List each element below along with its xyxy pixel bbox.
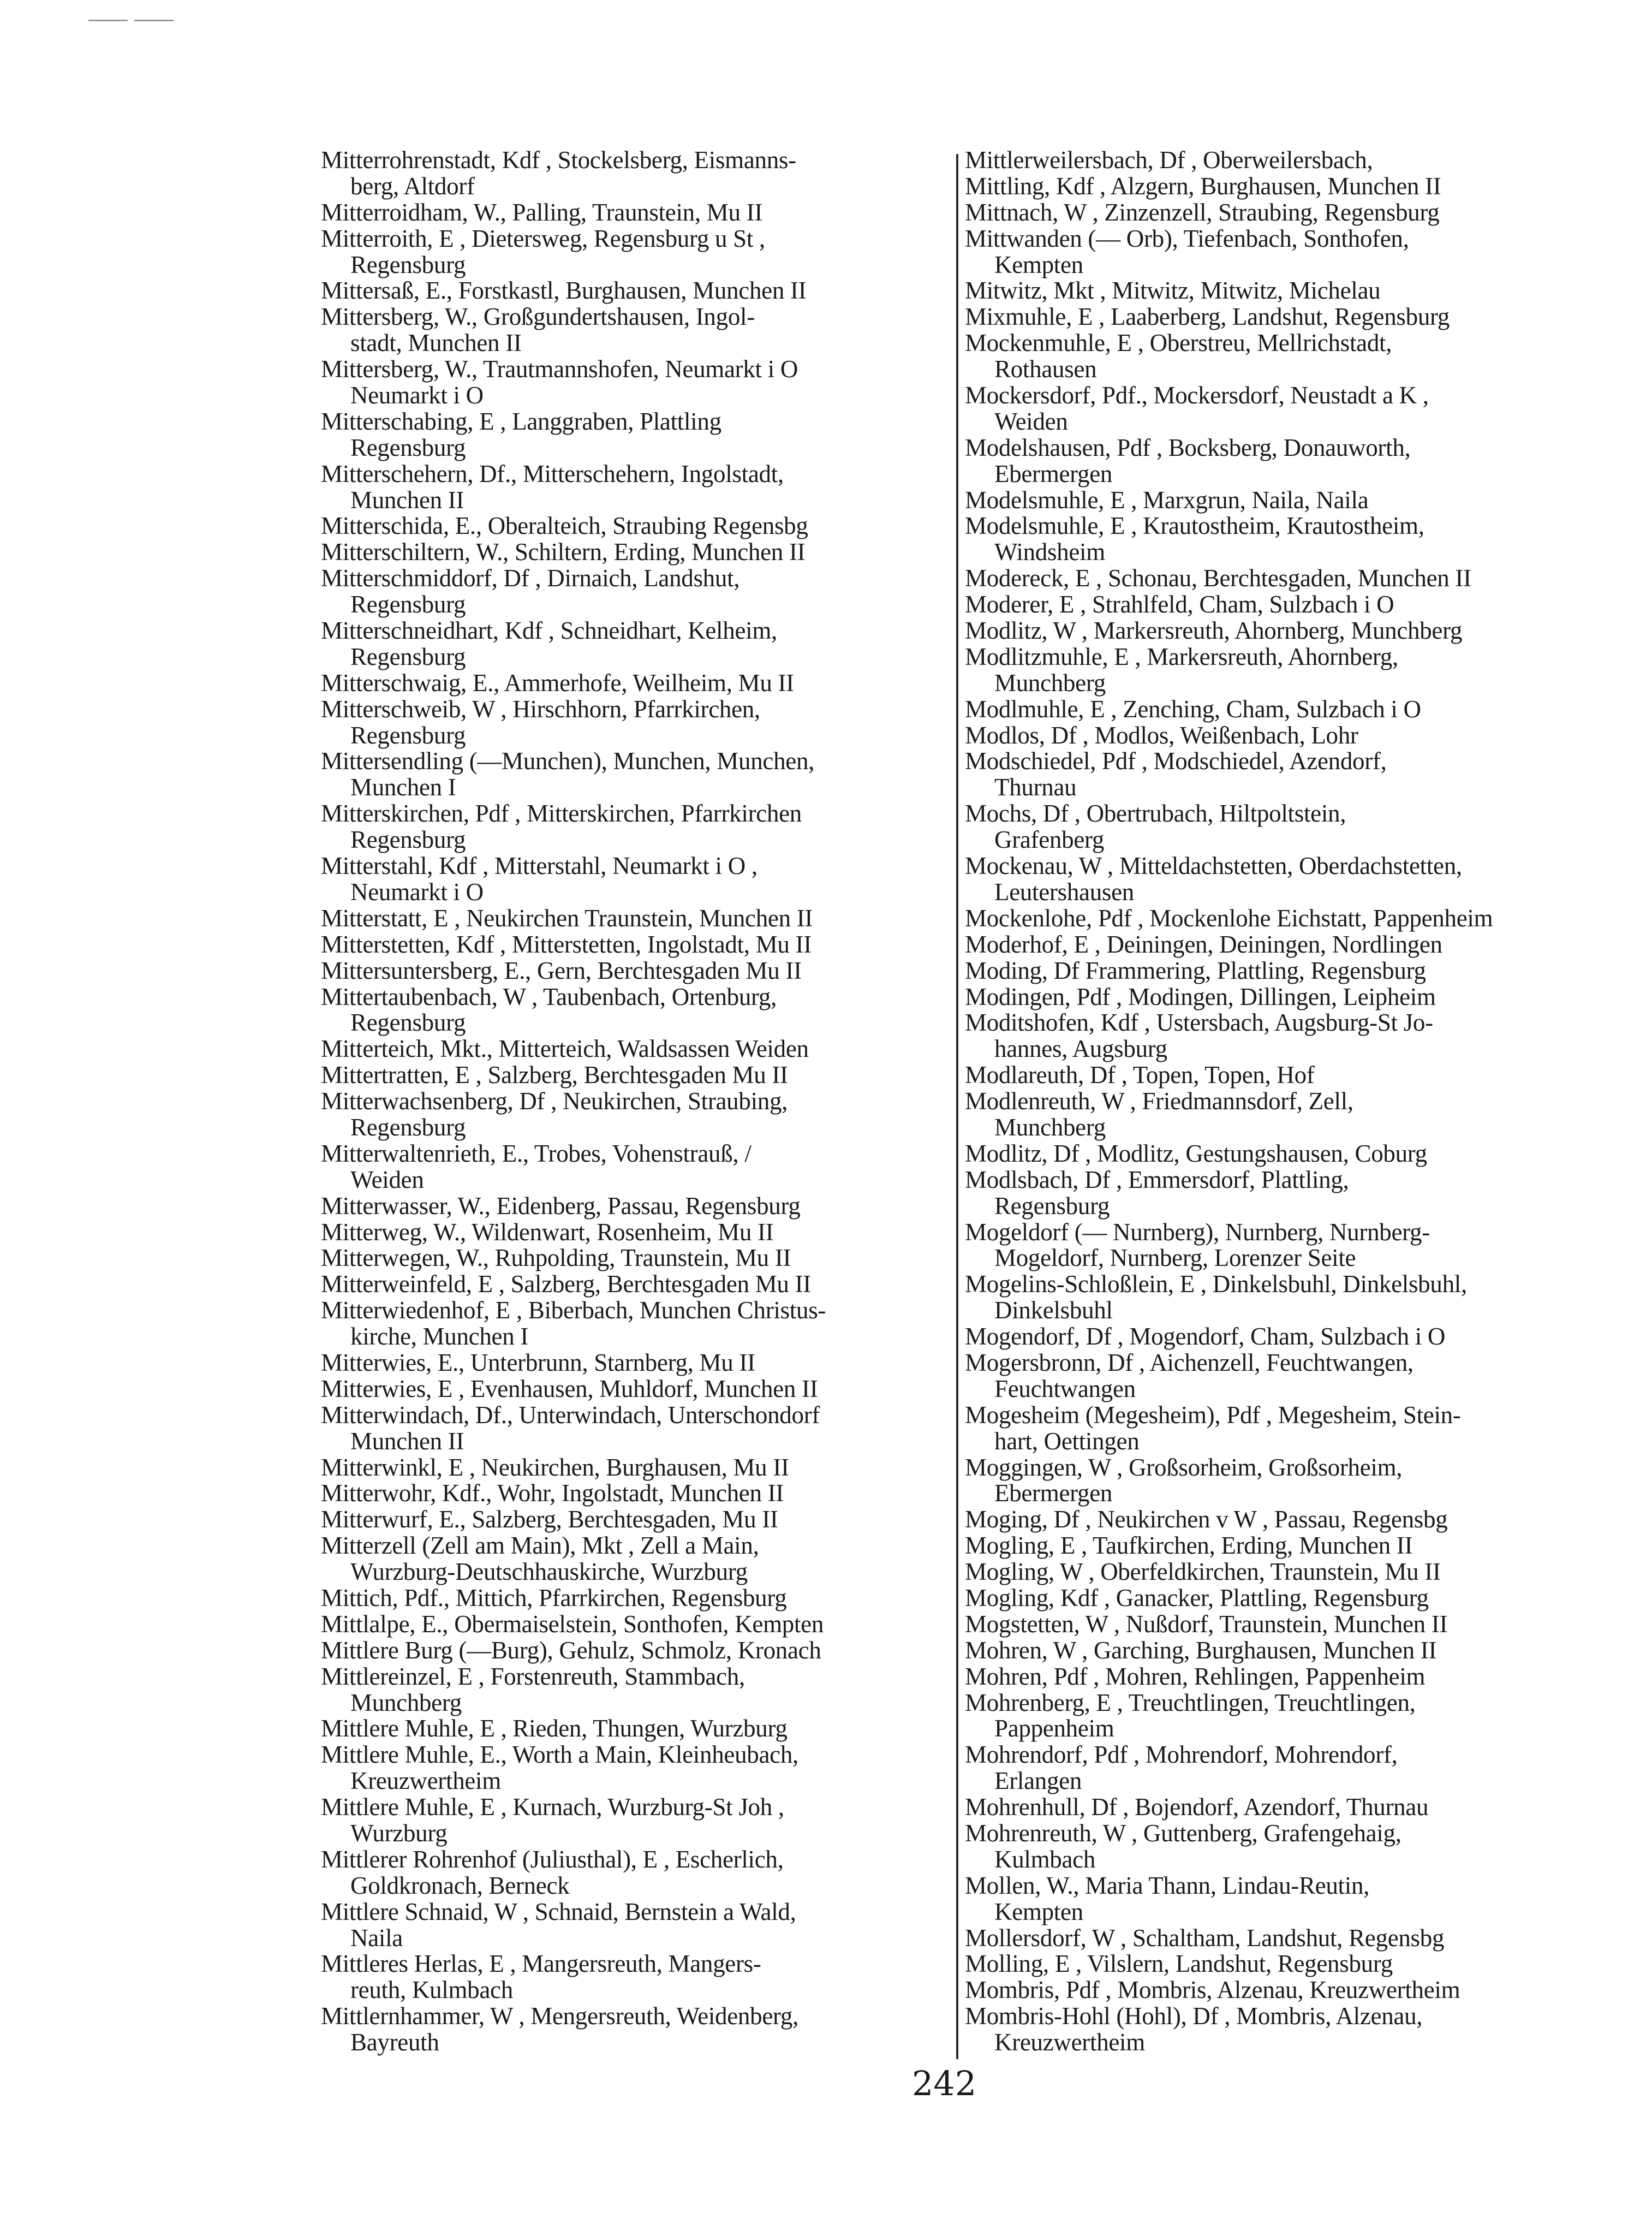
entry-line: Mittlereinzel, E , Forstenreuth, Stammbach, (321, 1662, 745, 1690)
entry-line: Mohrendorf, Pdf , Mohrendorf, Mohrendorf, (965, 1741, 1398, 1769)
gazetteer-entry (965, 644, 1593, 697)
gazetteer-entry (321, 1847, 949, 1899)
gazetteer-entry (321, 1036, 949, 1062)
gazetteer-entry (965, 801, 1593, 853)
entry-line: Mitwitz, Mkt , Mitwitz, Mitwitz, Michelau (965, 277, 1381, 305)
gazetteer-entry (965, 435, 1593, 487)
gazetteer-entry (965, 1690, 1593, 1743)
gazetteer-entry (965, 958, 1593, 984)
entry-continuation-line: Windsheim (994, 538, 1105, 566)
entry-line: Mittersberg, W., Trautmannshofen, Neumarkt i O (321, 355, 798, 383)
entry-line: Mitterwohr, Kdf., Wohr, Ingolstadt, Munchen II (321, 1479, 784, 1507)
entry-line: Modlitz, W , Markersreuth, Ahornberg, Munchberg (965, 617, 1463, 645)
gazetteer-entry (321, 539, 949, 566)
entry-line: Modelsmuhle, E , Krautostheim, Krautostheim, (965, 512, 1424, 540)
entry-line: Mohrenreuth, W , Guttenberg, Grafengehaig, (965, 1819, 1401, 1847)
entry-line: Mombris, Pdf , Mombris, Alzenau, Kreuzwertheim (965, 1976, 1460, 2004)
entry-line: Mohrenhull, Df , Bojendorf, Azendorf, Thurnau (965, 1793, 1429, 1821)
gazetteer-entry (321, 356, 949, 409)
entry-continuation-line: Regensburg (350, 826, 466, 854)
entry-line: Mogling, W , Oberfeldkirchen, Traunstein, Mu II (965, 1558, 1441, 1586)
entry-continuation-line: Munchberg (994, 669, 1106, 697)
entry-line: Mittlere Burg (—Burg), Gehulz, Schmolz, Kronach (321, 1636, 821, 1664)
entry-line: Mitterroith, E , Dietersweg, Regensburg u St , (321, 224, 765, 252)
gazetteer-entry (321, 697, 949, 749)
gazetteer-entry (965, 697, 1593, 723)
entry-continuation-line: Goldkronach, Berneck (350, 1871, 570, 1899)
entry-line: Mitterstetten, Kdf , Mitterstetten, Ingolstadt, Mu II (321, 930, 812, 958)
entry-continuation-line: Kempten (994, 1898, 1083, 1925)
entry-line: Mitterstatt, E , Neukirchen Traunstein, Munchen II (321, 904, 813, 932)
entry-continuation-line: berg, Altdorf (350, 172, 475, 200)
right-column (965, 147, 1593, 2056)
gazetteer-entry (965, 1794, 1593, 1821)
gazetteer-entry (321, 1951, 949, 2003)
gazetteer-entry (965, 1664, 1593, 1690)
entry-line: Mitterwachsenberg, Df , Neukirchen, Straubing, (321, 1087, 788, 1115)
gazetteer-entry (321, 1271, 949, 1298)
entry-line: Modereck, E , Schonau, Berchtesgaden, Munchen II (965, 564, 1471, 592)
gazetteer-entry (321, 618, 949, 670)
column-divider (956, 154, 958, 2059)
entry-line: Mitterzell (Zell am Main), Mkt , Zell a Main, (321, 1532, 759, 1560)
entry-line: Mitterschneidhart, Kdf , Schneidhart, Kelheim, (321, 617, 777, 645)
gazetteer-entry (965, 1010, 1593, 1062)
entry-line: Modlitzmuhle, E , Markersreuth, Ahornberg, (965, 643, 1398, 670)
entry-line: Mogling, Kdf , Ganacker, Plattling, Regensburg (965, 1584, 1429, 1611)
gazetteer-entry (321, 409, 949, 461)
entry-continuation-line: Thurnau (994, 774, 1077, 801)
gazetteer-entry (965, 1977, 1593, 2003)
entry-continuation-line: Mogeldorf, Nurnberg, Lorenzer Seite (994, 1244, 1356, 1272)
gazetteer-entry (321, 958, 949, 984)
entry-line: Mockenau, W , Mitteldachstetten, Oberdachstetten, (965, 852, 1462, 880)
gazetteer-entry (965, 853, 1593, 906)
gazetteer-entry (965, 226, 1593, 278)
entry-line: Mittersuntersberg, E., Gern, Berchtesgaden Mu II (321, 956, 802, 984)
entry-line: Mitterwurf, E., Salzberg, Berchtesgaden, Mu II (321, 1506, 778, 1533)
entry-line: Mitterwinkl, E , Neukirchen, Burghausen, Mu II (321, 1453, 789, 1481)
entry-line: Mitterwegen, W., Ruhpolding, Traunstein, Mu II (321, 1244, 791, 1272)
entry-continuation-line: kirche, Munchen I (350, 1323, 529, 1351)
entry-line: Mogstetten, W , Nußdorf, Traunstein, Munchen II (965, 1610, 1448, 1638)
entry-line: Mitterweinfeld, E , Salzberg, Berchtesgaden Mu II (321, 1270, 811, 1298)
gazetteer-entry (321, 1664, 949, 1716)
gazetteer-entry (321, 1742, 949, 1794)
gazetteer-entry (965, 513, 1593, 566)
entry-continuation-line: Wurzburg-Deutschhauskirche, Wurzburg (350, 1558, 748, 1586)
entry-line: Moding, Df Frammering, Plattling, Regensburg (965, 956, 1426, 984)
page-number: 242 (911, 2064, 977, 2103)
entry-line: Mittertaubenbach, W , Taubenbach, Ortenburg, (321, 983, 777, 1010)
entry-line: Mittich, Pdf., Mittich, Pfarrkirchen, Regensburg (321, 1584, 787, 1611)
entry-continuation-line: Weiden (350, 1165, 424, 1193)
entry-continuation-line: Neumarkt i O (350, 382, 484, 409)
gazetteer-entry (965, 748, 1593, 801)
gazetteer-entry (965, 1821, 1593, 1873)
entry-line: Mitterschabing, E , Langgraben, Plattling (321, 407, 721, 435)
gazetteer-entry (321, 147, 949, 200)
gazetteer-entry (321, 2003, 949, 2056)
entry-line: Modlmuhle, E , Zenching, Cham, Sulzbach i O (965, 695, 1421, 723)
gazetteer-entry (321, 200, 949, 226)
entry-continuation-line: Regensburg (350, 1009, 466, 1037)
gazetteer-entry (321, 1716, 949, 1742)
entry-line: Modlenreuth, W , Friedmannsdorf, Zell, (965, 1087, 1353, 1115)
entry-continuation-line: Regensburg (350, 251, 466, 278)
gazetteer-entry (965, 1585, 1593, 1611)
gazetteer-entry (965, 200, 1593, 226)
left-column (321, 147, 949, 2056)
entry-continuation-line: Munchberg (350, 1688, 462, 1716)
gazetteer-entry (321, 1193, 949, 1220)
gazetteer-entry (965, 984, 1593, 1010)
entry-line: Mockenmuhle, E , Oberstreu, Mellrichstadt, (965, 329, 1392, 357)
entry-line: Mogling, E , Taufkirchen, Erding, Munchen II (965, 1532, 1413, 1560)
entry-line: Mitterweg, W., Wildenwart, Rosenheim, Mu II (321, 1218, 774, 1246)
entry-line: Mitterwies, E , Evenhausen, Muhldorf, Munchen II (321, 1375, 818, 1402)
entry-line: Mitterwindach, Df., Unterwindach, Unterschondorf (321, 1401, 820, 1429)
gazetteer-entry (965, 1141, 1593, 1167)
gazetteer-entry (965, 932, 1593, 958)
entry-line: Modingen, Pdf , Modingen, Dillingen, Leipheim (965, 983, 1436, 1010)
entry-continuation-line: hart, Oettingen (994, 1427, 1140, 1455)
entry-continuation-line: Munchen I (350, 774, 456, 801)
gazetteer-entry (321, 670, 949, 697)
gazetteer-entry (965, 1873, 1593, 1925)
gazetteer-entry (965, 723, 1593, 749)
gazetteer-entry (965, 1062, 1593, 1089)
entry-continuation-line: Ebermergen (994, 1479, 1113, 1507)
entry-continuation-line: Feuchtwangen (994, 1375, 1136, 1402)
entry-line: Mitterrohrenstadt, Kdf , Stockelsberg, Eismanns- (321, 146, 796, 174)
entry-continuation-line: Regensburg (350, 643, 466, 670)
gazetteer-entry (321, 1899, 949, 1952)
entry-continuation-line: reuth, Kulmbach (350, 1976, 513, 2004)
entry-line: Mitterwies, E., Unterbrunn, Starnberg, Mu II (321, 1348, 755, 1376)
entry-line: Mitterschweib, W , Hirschhorn, Pfarrkirchen, (321, 695, 760, 723)
gazetteer-entry (965, 383, 1593, 435)
entry-line: Mittertratten, E , Salzberg, Berchtesgaden Mu II (321, 1061, 788, 1089)
gazetteer-entry (321, 1402, 949, 1455)
gazetteer-entry (321, 853, 949, 906)
gazetteer-entry (321, 226, 949, 278)
entry-line: Mitterteich, Mkt., Mitterteich, Waldsassen Weiden (321, 1035, 809, 1063)
entry-line: Mitterschmiddorf, Df , Dirnaich, Landshut, (321, 564, 740, 592)
entry-line: Modelsmuhle, E , Marxgrun, Naila, Naila (965, 486, 1369, 514)
entry-line: Mockenlohe, Pdf , Mockenlohe Eichstatt, Pappenheim (965, 904, 1493, 932)
gazetteer-entry (965, 1507, 1593, 1533)
entry-line: Mittersaß, E., Forstkastl, Burghausen, Munchen II (321, 277, 807, 305)
gazetteer-entry (965, 1742, 1593, 1794)
entry-line: Mollersdorf, W , Schaltham, Landshut, Regensbg (965, 1924, 1445, 1952)
entry-continuation-line: Regensburg (350, 591, 466, 619)
entry-line: Mittlerweilersbach, Df , Oberweilersbach, (965, 146, 1373, 174)
entry-line: Modschiedel, Pdf , Modschiedel, Azendorf, (965, 747, 1387, 775)
entry-line: Mitterwaltenrieth, E., Trobes, Vohenstrauß, / (321, 1139, 752, 1167)
entry-continuation-line: hannes, Augsburg (994, 1035, 1167, 1063)
gazetteer-entry (965, 592, 1593, 618)
gazetteer-entry (965, 618, 1593, 644)
gazetteer-entry (321, 1533, 949, 1585)
entry-continuation-line: Munchen II (350, 486, 464, 514)
entry-line: Mittleres Herlas, E , Mangersreuth, Mangers- (321, 1950, 761, 1978)
entry-continuation-line: Erlangen (994, 1767, 1082, 1795)
entry-line: Mitterschehern, Df., Mitterschehern, Ingolstadt, (321, 460, 784, 487)
entry-line: Mockersdorf, Pdf., Mockersdorf, Neustadt a K , (965, 382, 1429, 409)
gazetteer-entry (321, 1350, 949, 1376)
header-rule (88, 20, 128, 21)
gazetteer-entry (965, 1402, 1593, 1455)
entry-continuation-line: Neumarkt i O (350, 878, 484, 906)
entry-line: Mogeldorf (— Nurnberg), Nurnberg, Nurnberg- (965, 1218, 1430, 1246)
gazetteer-entry (965, 1951, 1593, 1977)
entry-line: Molling, E , Vilslern, Landshut, Regensburg (965, 1950, 1393, 1978)
entry-continuation-line: Regensburg (350, 433, 466, 461)
gazetteer-entry (965, 147, 1593, 174)
entry-line: Moging, Df , Neukirchen v W , Passau, Regensbg (965, 1506, 1448, 1533)
entry-line: Mittlernhammer, W , Mengersreuth, Weidenberg, (321, 2002, 799, 2030)
entry-continuation-line: Kulmbach (994, 1845, 1096, 1873)
gazetteer-entry (321, 984, 949, 1037)
gazetteer-entry (965, 566, 1593, 592)
gazetteer-entry (321, 801, 949, 853)
gazetteer-entry (965, 1271, 1593, 1324)
entry-line: Modlitz, Df , Modlitz, Gestungshausen, Coburg (965, 1139, 1427, 1167)
entry-line: Mohren, W , Garching, Burghausen, Munchen II (965, 1636, 1437, 1664)
gazetteer-entry (321, 1480, 949, 1507)
entry-continuation-line: Ebermergen (994, 460, 1113, 487)
gazetteer-entry (321, 1245, 949, 1271)
gazetteer-entry (321, 513, 949, 539)
entry-line: Modelshausen, Pdf , Bocksberg, Donauworth, (965, 433, 1411, 461)
gazetteer-entry (965, 1638, 1593, 1664)
gazetteer-entry (965, 1324, 1593, 1350)
gazetteer-entry (321, 1089, 949, 1141)
entry-line: Mitterschida, E., Oberalteich, Straubing Regensbg (321, 512, 808, 540)
entry-continuation-line: Bayreuth (350, 2029, 439, 2056)
gazetteer-entry (321, 566, 949, 618)
entry-line: Mixmuhle, E , Laaberberg, Landshut, Regensburg (965, 303, 1450, 331)
entry-line: Mittwanden (— Orb), Tiefenbach, Sonthofen, (965, 224, 1409, 252)
gazetteer-entry (965, 906, 1593, 932)
entry-line: Mollen, W., Maria Thann, Lindau-Reutin, (965, 1871, 1370, 1899)
entry-continuation-line: Leutershausen (994, 878, 1134, 906)
entry-continuation-line: Kreuzwertheim (350, 1767, 501, 1795)
entry-line: Mitterskirchen, Pdf , Mitterskirchen, Pfarrkirchen (321, 800, 802, 828)
entry-continuation-line: Dinkelsbuhl (994, 1297, 1113, 1324)
entry-line: Modlsbach, Df , Emmersdorf, Plattling, (965, 1165, 1349, 1193)
entry-continuation-line: stadt, Munchen II (350, 329, 522, 357)
entry-line: Mitterschwaig, E., Ammerhofe, Weilheim, Mu II (321, 669, 794, 697)
entry-line: Mitterwiedenhof, E , Biberbach, Munchen Christus- (321, 1297, 826, 1324)
gazetteer-entry (321, 1507, 949, 1533)
entry-line: Mohrenberg, E , Treuchtlingen, Treuchtlingen, (965, 1688, 1416, 1716)
gazetteer-entry (965, 278, 1593, 304)
entry-line: Mittlere Muhle, E , Kurnach, Wurzburg-St Joh , (321, 1793, 784, 1821)
entry-line: Mogelins-Schloßlein, E , Dinkelsbuhl, Dinkelsbuhl, (965, 1270, 1467, 1298)
entry-continuation-line: Pappenheim (994, 1715, 1114, 1743)
gazetteer-entry (965, 1220, 1593, 1272)
entry-line: Moderhof, E , Deiningen, Deiningen, Nordlingen (965, 930, 1442, 958)
entry-line: Modlos, Df , Modlos, Weißenbach, Lohr (965, 721, 1358, 749)
gazetteer-entry (965, 1533, 1593, 1559)
header-rule (134, 20, 174, 21)
entry-line: Mitterstahl, Kdf , Mitterstahl, Neumarkt i O , (321, 852, 758, 880)
entry-line: Mogendorf, Df , Mogendorf, Cham, Sulzbach i O (965, 1323, 1446, 1351)
gazetteer-entry (321, 1611, 949, 1638)
gazetteer-entry (321, 1376, 949, 1402)
entry-line: Mittersendling (—Munchen), Munchen, Munchen, (321, 747, 815, 775)
entry-line: Moditshofen, Kdf , Ustersbach, Augsburg-St Jo- (965, 1009, 1433, 1037)
entry-continuation-line: Munchen II (350, 1427, 464, 1455)
entry-continuation-line: Rothausen (994, 355, 1097, 383)
gazetteer-entry (965, 1611, 1593, 1638)
gazetteer-entry (965, 1089, 1593, 1141)
gazetteer-entry (965, 1350, 1593, 1402)
entry-line: Mitterschiltern, W., Schiltern, Erding, Munchen II (321, 538, 806, 566)
entry-line: Mittlere Muhle, E., Worth a Main, Kleinheubach, (321, 1741, 798, 1769)
gazetteer-entry (965, 1925, 1593, 1952)
gazetteer-entry (321, 1141, 949, 1193)
entry-line: Mitterwasser, W., Eidenberg, Passau, Regensburg (321, 1192, 801, 1220)
gazetteer-entry (321, 906, 949, 932)
entry-continuation-line: Kreuzwertheim (994, 2029, 1145, 2056)
entry-line: Mittlalpe, E., Obermaiselstein, Sonthofen, Kempten (321, 1610, 824, 1638)
gazetteer-entry (321, 461, 949, 514)
gazetteer-entry (321, 1585, 949, 1611)
entry-continuation-line: Regensburg (994, 1192, 1110, 1220)
gazetteer-entry (321, 1794, 949, 1847)
entry-continuation-line: Grafenberg (994, 826, 1105, 854)
gazetteer-entry (965, 1455, 1593, 1507)
entry-continuation-line: Naila (350, 1924, 403, 1952)
entry-line: Mochs, Df , Obertrubach, Hiltpoltstein, (965, 800, 1346, 828)
gazetteer-entry (321, 932, 949, 958)
gazetteer-entry (321, 1638, 949, 1664)
gazetteer-entry (321, 1298, 949, 1350)
entry-continuation-line: Regensburg (350, 1113, 466, 1141)
entry-line: Mitterroidham, W., Palling, Traunstein, Mu II (321, 198, 763, 226)
entry-line: Mogesheim (Megesheim), Pdf , Megesheim, Stein- (965, 1401, 1461, 1429)
gazetteer-entry (321, 278, 949, 304)
gazetteer-entry (965, 304, 1593, 330)
gazetteer-entry (321, 304, 949, 356)
gazetteer-entry (965, 1559, 1593, 1585)
entry-line: Mittlere Schnaid, W , Schnaid, Bernstein a Wald, (321, 1898, 796, 1925)
entry-line: Mombris-Hohl (Hohl), Df , Mombris, Alzenau, (965, 2002, 1423, 2030)
gazetteer-entry (321, 748, 949, 801)
entry-line: Moderer, E , Strahlfeld, Cham, Sulzbach i O (965, 591, 1394, 619)
entry-line: Mittersberg, W., Großgundertshausen, Ingol- (321, 303, 755, 331)
entry-line: Mittlere Muhle, E , Rieden, Thungen, Wurzburg (321, 1715, 788, 1743)
gazetteer-entry (321, 1062, 949, 1089)
entry-continuation-line: Munchberg (994, 1113, 1106, 1141)
entry-continuation-line: Weiden (994, 407, 1068, 435)
entry-continuation-line: Wurzburg (350, 1819, 448, 1847)
gazetteer-entry (965, 1167, 1593, 1220)
entry-line: Mohren, Pdf , Mohren, Rehlingen, Pappenheim (965, 1662, 1426, 1690)
entry-continuation-line: Kempten (994, 251, 1083, 278)
entry-line: Moggingen, W , Großsorheim, Großsorheim, (965, 1453, 1403, 1481)
entry-continuation-line: Regensburg (350, 721, 466, 749)
entry-line: Mittnach, W , Zinzenzell, Straubing, Regensburg (965, 198, 1440, 226)
gazetteer-entry (965, 487, 1593, 514)
gazetteer-entry (965, 174, 1593, 200)
entry-line: Mittling, Kdf , Alzgern, Burghausen, Munchen II (965, 172, 1441, 200)
gazetteer-entry (965, 2003, 1593, 2056)
gazetteer-entry (321, 1220, 949, 1246)
gazetteer-entry (965, 330, 1593, 383)
gazetteer-entry (321, 1455, 949, 1481)
entry-line: Modlareuth, Df , Topen, Topen, Hof (965, 1061, 1315, 1089)
entry-line: Mittlerer Rohrenhof (Juliusthal), E , Escherlich, (321, 1845, 784, 1873)
entry-line: Mogersbronn, Df , Aichenzell, Feuchtwangen, (965, 1348, 1414, 1376)
